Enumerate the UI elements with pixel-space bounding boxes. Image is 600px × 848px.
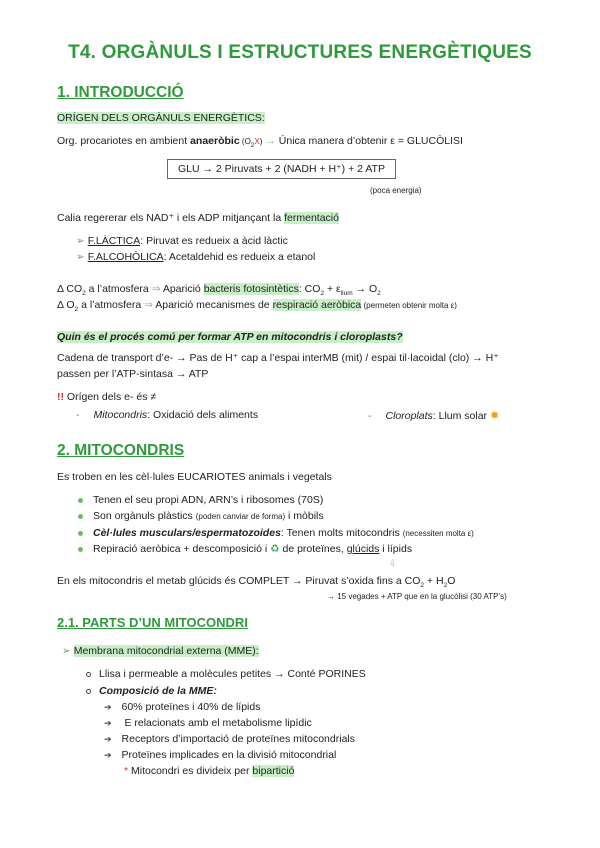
down-arrow-icon: ⇩ xyxy=(389,558,397,568)
o2-line: Δ $O_2$ a l’atmosfera ⇒ Aparició mecanismes de respiració aeròbica (permeten obtenir molta ε) xyxy=(57,299,457,314)
answer-line-1: Cadena de transport d’e- → Pas de H⁺ cap a l’espai interMB (mit) / espai til·lacoidal (clo) → H⁺ xyxy=(57,352,499,364)
list-item: Repiració aeròbica + descomposició i ♻ de proteïnes, glúcids i lípids xyxy=(78,543,412,555)
mme-permeability: Llisa i permeable a molècules petites → Conté PORINES xyxy=(86,668,366,680)
division-note: * Mitocondri es divideix per bipartició xyxy=(124,765,295,777)
list-item: Son orgànuls plàstics (poden canviar de forma) i mòbils xyxy=(78,510,324,522)
metab-line: En els mitocondris el metab glúcids és COMPLET → Piruvat s’oxida fins a $CO_2 + H_2O$ xyxy=(57,575,456,590)
mme-heading: ➢ Membrana mitocondrial externa (MME): xyxy=(62,645,259,657)
page-title: T4. ORGÀNULS I ESTRUCTURES ENERGÈTIQUES xyxy=(68,42,532,63)
question-line: Quin és el procés comú per formar ATP en mitocondris i cloroplasts? xyxy=(57,331,403,343)
bullet-arrow-icon: ➢ xyxy=(76,235,88,247)
metab-note: → 15 vegades + ATP que en la glucòlisi (30 ATP’s) xyxy=(327,592,507,601)
recycle-icon: ♻ xyxy=(270,543,280,555)
right-arrow-icon: → xyxy=(265,135,279,147)
fermentation-lactic: ➢ F.LÀCTICA: Piruvat es redueix a àcid làctic xyxy=(76,235,288,247)
list-item: Cèl·lules musculars/espermatozoides: Tenen molts mitocondris (necessiten molta ε) xyxy=(78,527,474,539)
section-heading-mito: 2. MITOCONDRIS xyxy=(57,442,185,459)
right-arrow-icon: ⇒ xyxy=(151,283,163,295)
mme-composition: Composició de la MME: xyxy=(86,685,217,697)
section-heading-intro: 1. INTRODUCCIÓ xyxy=(57,84,184,101)
co2-line: Δ $CO_2$ a l’atmosfera ⇒ Aparició bacteris fotosintètics: $CO_2 + \varepsilon_{llum} \to O_2$ xyxy=(57,283,381,298)
list-item: Tenen el seu propi ADN, ARN’s i ribosomes (70S) xyxy=(78,494,323,506)
origin-mitocondris: - Mitocondris: Oxidació dels aliments xyxy=(76,409,259,421)
bullet-arrow-icon: ➢ xyxy=(76,251,88,263)
right-arrow-icon: ⇒ xyxy=(144,299,156,311)
answer-line-2: passen per l’ATP-sintasa → ATP xyxy=(57,368,209,380)
origin-subheading: ORÍGEN DELS ORGÀNULS ENERGÈTICS: xyxy=(57,112,265,124)
sun-icon: ✹ xyxy=(489,410,500,422)
bullet-arrow-icon: ➢ xyxy=(62,645,74,657)
equation-note: (poca energia) xyxy=(370,186,422,195)
fermentation-alcoholic: ➢ F.ALCOHÒLICA: Acetaldehid es redueix a etanol xyxy=(76,251,316,263)
list-item: ➔ Proteïnes implicades en la divisió mitocondrial xyxy=(104,749,337,761)
procariotes-line: Org. procariotes en ambient anaeròbic $(O_2X)$ → Única manera d’obtenir ε = GLUCÒLISI xyxy=(57,135,463,150)
list-item: ➔ E relacionats amb el metabolisme lipídic xyxy=(104,717,312,729)
glycolysis-equation-box: GLU → 2 Piruvats + 2 (NADH + H⁺) + 2 ATP xyxy=(167,159,396,179)
list-item: ➔ Receptors d’importació de proteïnes mitocondrials xyxy=(104,733,355,745)
origin-cloroplasts: - Cloroplats: Llum solar ✹ xyxy=(368,410,500,422)
list-item: ➔ 60% proteïnes i 40% de lípids xyxy=(104,701,261,713)
electron-origin-line: !! Orígen dels e- és ≠ xyxy=(57,391,157,403)
regeneration-line: Calia regererar els NAD⁺ i els ADP mitjançant la fermentació xyxy=(57,212,339,224)
section-heading-parts: 2.1. PARTS D’UN MITOCONDRI xyxy=(57,615,248,630)
mito-intro: Es troben en les cèl·lules EUCARIOTES animals i vegetals xyxy=(57,471,332,483)
